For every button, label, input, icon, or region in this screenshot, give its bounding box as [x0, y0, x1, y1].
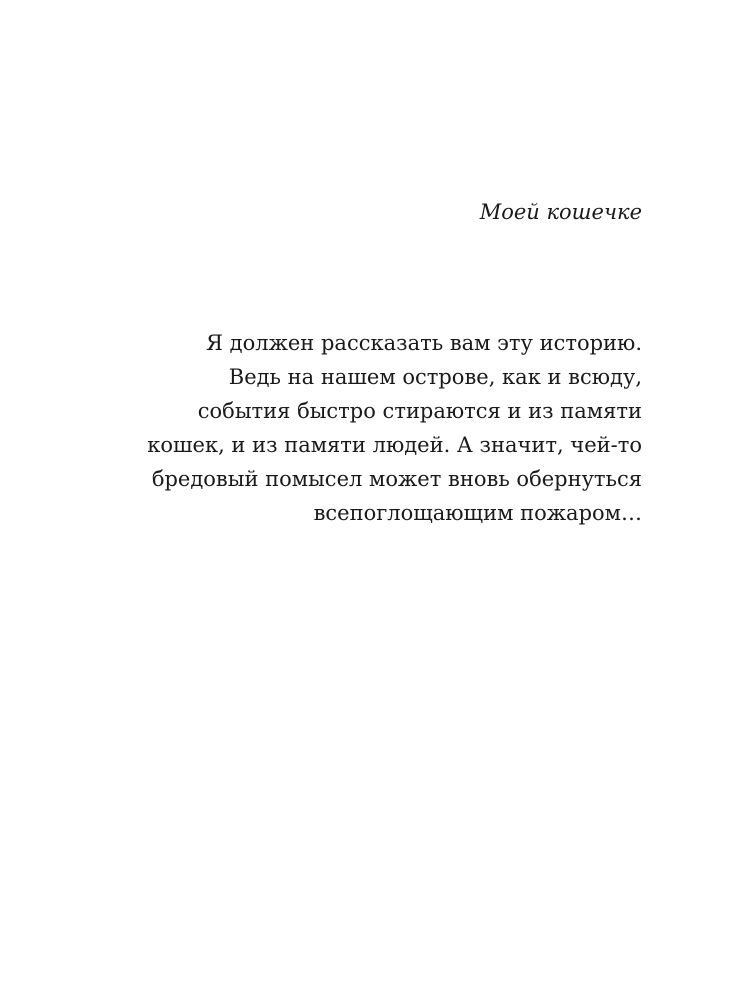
epigraph-line: всепоглощающим пожаром…: [313, 501, 642, 525]
epigraph: [122, 326, 642, 530]
epigraph-line: Ведь на нашем острове, как и всюду,: [228, 365, 642, 389]
epigraph-line: бредовый помысел может вновь обернуться: [151, 467, 642, 491]
epigraph-line: кошек, и из памяти людей. А значит, чей-то: [147, 433, 642, 457]
epigraph-line: события быстро стираются и из памяти: [197, 399, 642, 423]
epigraph-line: Я должен рассказать вам эту историю.: [206, 331, 642, 355]
dedication: Моей кошечке: [479, 200, 642, 224]
